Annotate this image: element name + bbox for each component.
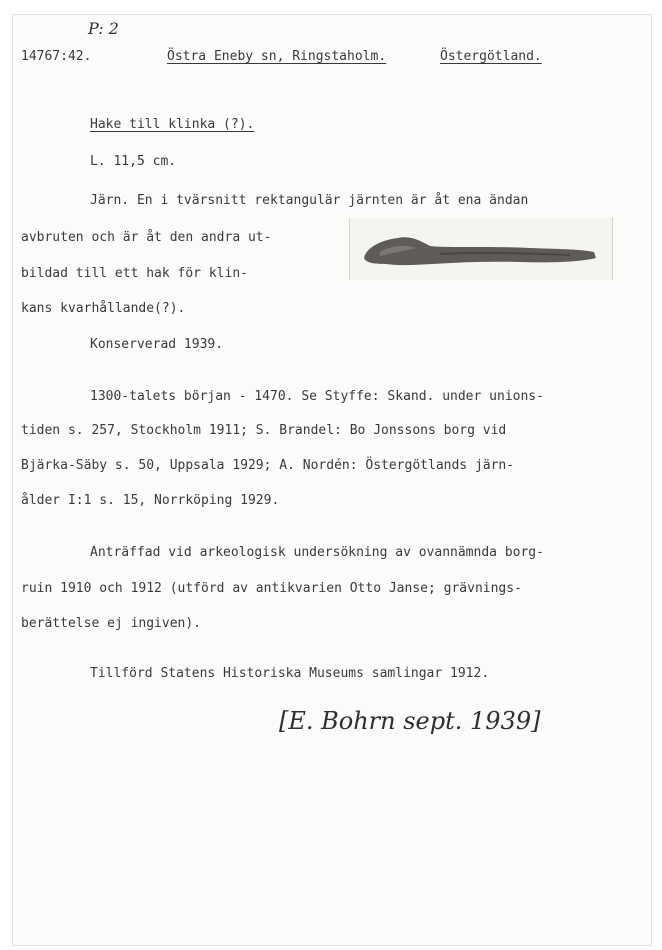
find-line-2: ruin 1910 och 1912 (utförd av antikvarien Otto Janse; grävnings- (21, 581, 522, 596)
dating-line-1: 1300-talets början - 1470. Se Styffe: Skand. under unions- (90, 389, 544, 404)
object-photo (349, 218, 613, 280)
page-reference: P: 2 (88, 19, 119, 38)
iron-hook-image (350, 218, 612, 280)
conservation-note: Konserverad 1939. (90, 337, 224, 352)
catalog-card (12, 14, 652, 946)
find-line-1: Anträffad vid arkeologisk undersökning av ovannämnda borg- (90, 545, 544, 560)
description-line-4: kans kvarhållande(?). (21, 301, 186, 316)
object-length: L. 11,5 cm. (90, 154, 177, 169)
dating-line-2: tiden s. 257, Stockholm 1911; S. Brandel: Bo Jonssons borg vid (21, 423, 507, 438)
dating-line-3: Bjärka-Säby s. 50, Uppsala 1929; A. Nordén: Östergötlands järn- (21, 458, 515, 473)
catalog-number: 14767:42. (21, 49, 92, 64)
signature: [E. Bohrn sept. 1939] (279, 707, 541, 735)
description-line-1: Järn. En i tvärsnitt rektangulär järnten är åt ena ändan (90, 193, 529, 208)
description-line-2: avbruten och är åt den andra ut- (21, 230, 272, 245)
province: Östergötland. (440, 49, 542, 64)
object-title: Hake till klinka (?). (90, 117, 255, 132)
description-line-3: bildad till ett hak för klin- (21, 266, 248, 281)
locality: Östra Eneby sn, Ringstaholm. (167, 49, 387, 64)
acquisition-note: Tillförd Statens Historiska Museums samlingar 1912. (90, 666, 490, 681)
find-line-3: berättelse ej ingiven). (21, 616, 202, 631)
dating-line-4: ålder I:1 s. 15, Norrköping 1929. (21, 493, 280, 508)
